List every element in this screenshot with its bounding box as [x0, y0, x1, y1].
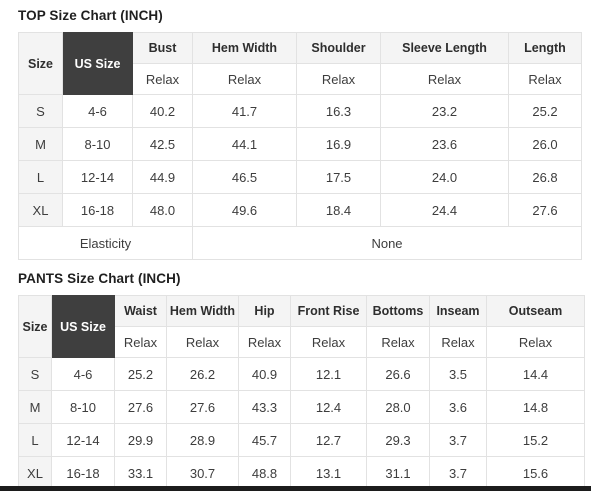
pants-size-chart-table [18, 295, 585, 490]
pants-header-row [19, 296, 585, 327]
header-cell-measure: Inseam [430, 296, 487, 327]
header-cell-measure: Hip [239, 296, 291, 327]
value-cell: 49.6 [193, 194, 297, 227]
us-size-cell: 12-14 [63, 161, 133, 194]
value-cell: 15.6 [487, 457, 585, 490]
table-row [19, 95, 582, 128]
value-cell: 26.2 [167, 358, 239, 391]
value-cell: 44.1 [193, 128, 297, 161]
value-cell: 29.3 [367, 424, 430, 457]
header-cell-measure: Shoulder [297, 33, 381, 64]
header-cell-measure: Waist [115, 296, 167, 327]
value-cell: 13.1 [291, 457, 367, 490]
value-cell: 42.5 [133, 128, 193, 161]
value-cell: 14.4 [487, 358, 585, 391]
table-row [19, 391, 585, 424]
size-cell: XL [19, 194, 63, 227]
header-cell-measure: Hem Width [193, 33, 297, 64]
value-cell: 43.3 [239, 391, 291, 424]
header-cell-measure: Bottoms [367, 296, 430, 327]
fit-cell: Relax [297, 64, 381, 95]
header-cell-us-size: US Size [63, 33, 133, 95]
value-cell: 48.8 [239, 457, 291, 490]
value-cell: 45.7 [239, 424, 291, 457]
value-cell: 15.2 [487, 424, 585, 457]
fit-cell: Relax [115, 327, 167, 358]
value-cell: 27.6 [167, 391, 239, 424]
top-size-chart-table [18, 32, 582, 260]
value-cell: 12.7 [291, 424, 367, 457]
size-cell: L [19, 161, 63, 194]
value-cell: 29.9 [115, 424, 167, 457]
size-cell: M [19, 128, 63, 161]
header-cell-measure: Hem Width [167, 296, 239, 327]
value-cell: 40.2 [133, 95, 193, 128]
header-cell-size: Size [19, 33, 63, 95]
table-row [19, 424, 585, 457]
header-cell-measure: Bust [133, 33, 193, 64]
us-size-cell: 8-10 [52, 391, 115, 424]
us-size-cell: 4-6 [63, 95, 133, 128]
value-cell: 31.1 [367, 457, 430, 490]
top-chart-title: TOP Size Chart (INCH) [18, 8, 163, 23]
fit-cell: Relax [167, 327, 239, 358]
header-cell-measure: Length [509, 33, 582, 64]
header-cell-us-size: US Size [52, 296, 115, 358]
value-cell: 25.2 [115, 358, 167, 391]
fit-cell: Relax [430, 327, 487, 358]
header-cell-size: Size [19, 296, 52, 358]
value-cell: 23.2 [381, 95, 509, 128]
value-cell: 30.7 [167, 457, 239, 490]
fit-cell: Relax [133, 64, 193, 95]
size-cell: S [19, 95, 63, 128]
value-cell: 24.0 [381, 161, 509, 194]
us-size-cell: 4-6 [52, 358, 115, 391]
value-cell: 26.0 [509, 128, 582, 161]
table-row [19, 161, 582, 194]
fit-cell: Relax [381, 64, 509, 95]
value-cell: 3.6 [430, 391, 487, 424]
fit-cell: Relax [239, 327, 291, 358]
table-row [19, 194, 582, 227]
us-size-cell: 16-18 [63, 194, 133, 227]
header-cell-measure: Sleeve Length [381, 33, 509, 64]
value-cell: 44.9 [133, 161, 193, 194]
value-cell: 17.5 [297, 161, 381, 194]
value-cell: 33.1 [115, 457, 167, 490]
value-cell: 27.6 [509, 194, 582, 227]
value-cell: 28.9 [167, 424, 239, 457]
value-cell: 16.9 [297, 128, 381, 161]
size-cell: L [19, 424, 52, 457]
us-size-cell: 8-10 [63, 128, 133, 161]
value-cell: 25.2 [509, 95, 582, 128]
value-cell: 40.9 [239, 358, 291, 391]
value-cell: 48.0 [133, 194, 193, 227]
value-cell: 24.4 [381, 194, 509, 227]
fit-cell: Relax [367, 327, 430, 358]
value-cell: 12.4 [291, 391, 367, 424]
value-cell: 3.5 [430, 358, 487, 391]
fit-cell: Relax [509, 64, 582, 95]
fit-cell: Relax [487, 327, 585, 358]
value-cell: 3.7 [430, 457, 487, 490]
table-row [19, 358, 585, 391]
fit-cell: Relax [193, 64, 297, 95]
elasticity-row [19, 227, 582, 260]
value-cell: 28.0 [367, 391, 430, 424]
value-cell: 16.3 [297, 95, 381, 128]
pants-chart-title: PANTS Size Chart (INCH) [18, 271, 181, 286]
elasticity-value-cell: None [193, 227, 582, 260]
value-cell: 14.8 [487, 391, 585, 424]
fit-cell: Relax [291, 327, 367, 358]
elasticity-label-cell: Elasticity [19, 227, 193, 260]
bottom-divider-bar [0, 486, 591, 491]
value-cell: 23.6 [381, 128, 509, 161]
size-cell: S [19, 358, 52, 391]
size-cell: XL [19, 457, 52, 490]
value-cell: 18.4 [297, 194, 381, 227]
table-row [19, 457, 585, 490]
table-row [19, 128, 582, 161]
value-cell: 46.5 [193, 161, 297, 194]
value-cell: 12.1 [291, 358, 367, 391]
value-cell: 27.6 [115, 391, 167, 424]
value-cell: 26.6 [367, 358, 430, 391]
value-cell: 41.7 [193, 95, 297, 128]
top-header-row [19, 33, 582, 64]
header-cell-measure: Outseam [487, 296, 585, 327]
us-size-cell: 16-18 [52, 457, 115, 490]
value-cell: 3.7 [430, 424, 487, 457]
header-cell-measure: Front Rise [291, 296, 367, 327]
us-size-cell: 12-14 [52, 424, 115, 457]
size-cell: M [19, 391, 52, 424]
value-cell: 26.8 [509, 161, 582, 194]
